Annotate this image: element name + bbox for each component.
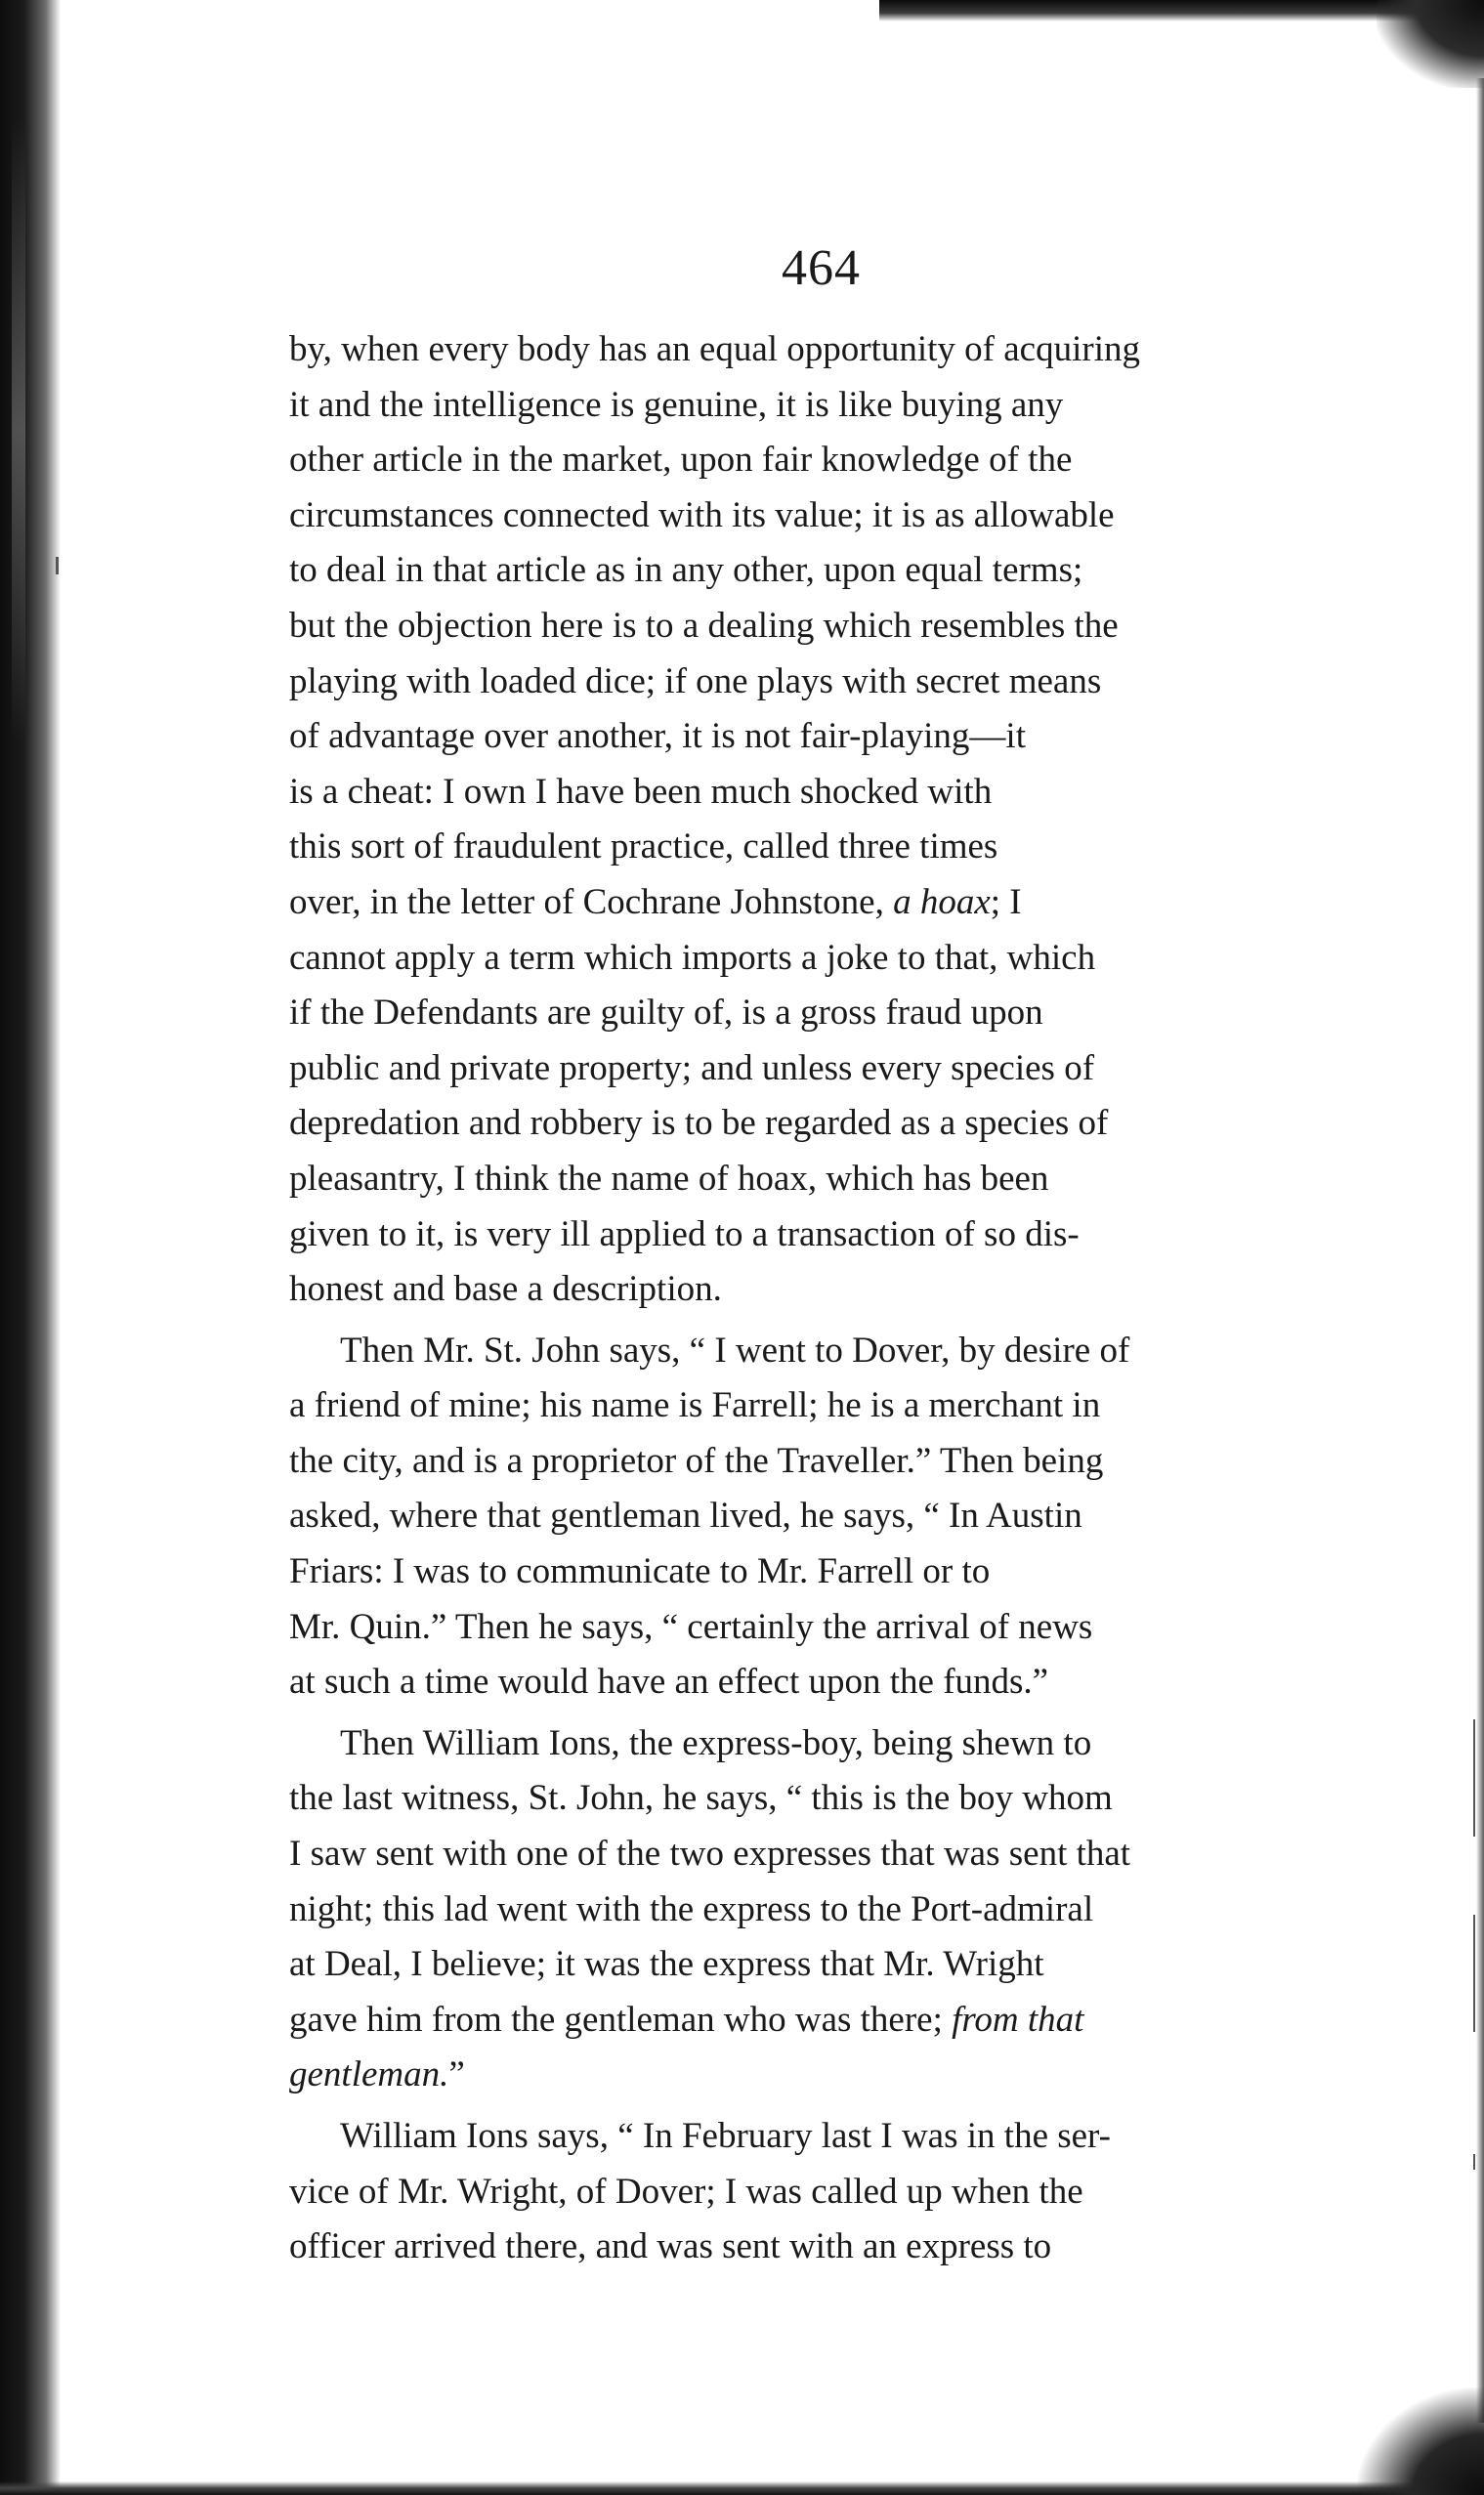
text-line: the city, and is a proprietor of the Traveller.” Then being [289, 1440, 1104, 1481]
text-line: the last witness, St. John, he says, “ this is the boy whom [289, 1778, 1113, 1819]
paragraph-4 [289, 2109, 1325, 2275]
text-line: playing with loaded dice; if one plays with secret means [289, 660, 1102, 701]
italic-phrase: a hoax [893, 881, 991, 922]
text-line: if the Defendants are guilty of, is a gross fraud upon [289, 993, 1043, 1034]
text-segment: ” [448, 2054, 465, 2095]
text-line: Then Mr. St. John says, “ I went to Dover, by desire of [340, 1330, 1130, 1371]
text-line: it and the intelligence is genuine, it is like buying any [289, 384, 1064, 425]
paragraph-2 [289, 1324, 1325, 1711]
text-line: vice of Mr. Wright, of Dover; I was called up when the [289, 2171, 1083, 2212]
text-line: depredation and robbery is to be regarded as a species of [289, 1103, 1109, 1144]
scan-mark [1473, 2154, 1475, 2170]
text-line: honest and base a description. [289, 1269, 722, 1310]
text-line: Then William Ions, the express-boy, being shewn to [340, 1722, 1092, 1763]
page-edge-left [0, 0, 61, 2495]
text-line: at such a time would have an effect upon the funds.” [289, 1662, 1049, 1703]
text-line: Mr. Quin.” Then he says, “ certainly the arrival of news [289, 1606, 1093, 1647]
paragraph-1 [289, 322, 1325, 1318]
page-number: 464 [782, 240, 861, 296]
page-edge-bottom [0, 2481, 1484, 2495]
text-line: public and private property; and unless every species of [289, 1047, 1095, 1088]
text-line: circumstances connected with its value; it is as allowable [289, 494, 1115, 535]
scan-mark [56, 557, 59, 574]
italic-phrase: from that [952, 1999, 1084, 2040]
page-corner-top-right [1377, 0, 1484, 88]
text-line: given to it, is very ill applied to a transaction of so dis- [289, 1213, 1080, 1254]
text-line: at Deal, I believe; it was the express that Mr. Wright [289, 1944, 1044, 1985]
text-line: is a cheat: I own I have been much shocked with [289, 771, 993, 812]
text-line: by, when every body has an equal opportunity of acquiring [289, 329, 1140, 369]
text-line: this sort of fraudulent practice, called three times [289, 826, 998, 867]
text-line: cannot apply a term which imports a joke to that, which [289, 937, 1096, 978]
text-line: Friars: I was to communicate to Mr. Farrell or to [289, 1551, 991, 1592]
text-line: asked, where that gentleman lived, he says, “ In Austin [289, 1496, 1082, 1537]
paragraph-3 [289, 1716, 1325, 2103]
scan-mark [1473, 1915, 1475, 2032]
text-line: pleasantry, I think the name of hoax, which has been [289, 1158, 1049, 1199]
text-line: night; this lad went with the express to the Port-admiral [289, 1888, 1094, 1929]
text-line: but the objection here is to a dealing which resembles the [289, 605, 1119, 646]
text-line [289, 875, 1325, 931]
text-line: I saw sent with one of the two expresses that was sent that [289, 1834, 1131, 1875]
text-line: of advantage over another, it is not fair-playing—it [289, 716, 1026, 757]
page-edge-right [1476, 78, 1484, 2423]
text-line: William Ions says, “ In February last I was in the ser- [340, 2116, 1111, 2156]
scan-mark [1473, 1719, 1475, 1837]
text-segment: ; I [990, 881, 1022, 922]
text-line: officer arrived there, and was sent with an express to [289, 2226, 1052, 2267]
text-line: other article in the market, upon fair knowledge of the [289, 440, 1073, 481]
text-line [289, 2048, 1325, 2103]
text-line: to deal in that article as in any other, upon equal terms; [289, 550, 1083, 591]
text-line [289, 1993, 1325, 2049]
text-segment: gave him from the gentleman who was there; [289, 1999, 943, 2040]
text-line: a friend of mine; his name is Farrell; he is a merchant in [289, 1385, 1101, 1426]
page-edge-streak [12, 117, 25, 742]
text-segment: over, in the letter of Cochrane Johnstone, [289, 881, 884, 922]
body-text [289, 322, 1325, 2275]
italic-phrase: gentleman. [289, 2054, 449, 2095]
page-corner-bottom-right [1357, 2388, 1484, 2495]
